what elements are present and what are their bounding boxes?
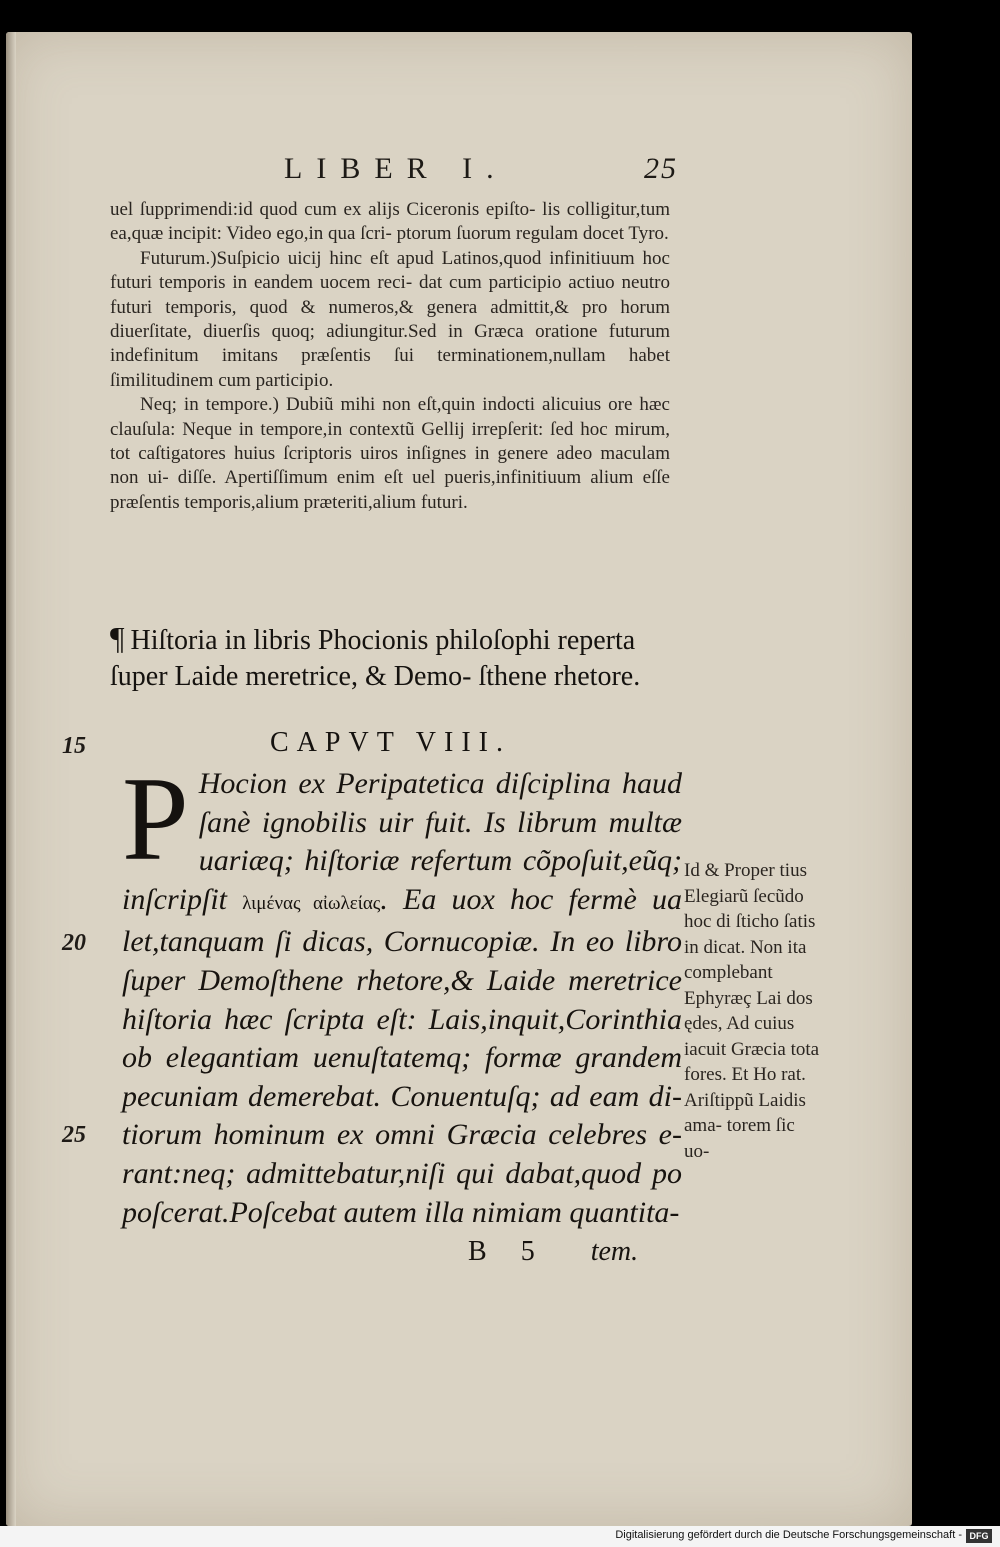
page-number: 25 [644, 152, 678, 185]
greek-title: λιμένας αἰωλείας [242, 892, 381, 914]
funding-credit: Digitalisierung gefördert durch die Deutsche Forschungsgemeinschaft - [615, 1529, 962, 1541]
line-number-15: 15 [62, 733, 86, 759]
chapter-heading [110, 620, 680, 695]
line-number-20: 20 [62, 930, 86, 956]
commentary-paragraph-1: uel ſupprimendi:id quod cum ex alijs Ciceronis epiſto- lis colligitur,tum ea,quæ incipit: Video ego,in qua ſcri- ptorum ſuorum regulam docet Tyro. [110, 199, 670, 245]
commentary-paragraph-2: Futurum.)Suſpicio uicij hinc eſt apud Latinos,quod infinitiuum hoc futuri temporis in eandem uocem reci- dat cum participio actiuo neutro futuri temporis, quod & numeros,& genera admittit,& pro horum diuerſitate, diuerſis quoq; adiungitur.Sed in Græca oratione futurum indefinitum imitans præſentis ſui terminationem,nullam habet ſimilitudinem cum participio. [110, 247, 670, 391]
main-text-block [122, 752, 683, 1232]
main-text-part-2: . Ea uox hoc fermè ua let,tanquam ſi dicas, Cornucopiæ. In eo libro ſuper Demoſthene rhetore,& Laide meretrice hiſtoria hæc ſcripta eſt: Lais,inquit,Corinthia ob elegantiam uenuſtatemq; formæ grandem pecuniam demerebat. Conuentuſq; ad eam di- tiorum hominum ex omni Græcia celebres e- rant:neq; admittebatur,niſi qui dabat,quod po poſcerat.Poſcebat autem illa nimiam quantita- [122, 882, 683, 1229]
running-head-title: LIBER I. [284, 152, 508, 185]
main-text-part-1: Hocion ex Peripatetica diſciplina haud ſanè ignobilis uir fuit. Is librum multæ uariæq; hiſtoriæ refertum cõpoſuit,eũq; inſcripſit [122, 767, 682, 916]
commentary-paragraph-3: Neq; in tempore.) Dubiũ mihi non eſt,quin indocti alicuius ore hæc clauſula: Neque in tempore,in contextũ Gellij irrepſerit: ſed hoc mirum, tot caſtigatores huius ſcriptoris uiros inſignes in genere adeo maculam non ui- diſſe. Apertiſſimum enim eſt uel pueris,infinitiuum alium eſſe præſentis temporis,alium præteriti,alium futuri. [110, 394, 670, 513]
running-head [278, 152, 678, 192]
catchword: tem. [590, 1236, 639, 1267]
marginal-note: Id & Proper tius Elegiarũ ſecũdo hoc di ſticho ſatis in dicat. Non ita complebant Ephyræç Lai dos ędes, Ad cuius iacuit Græcia tota fores. Et Ho rat. Ariſtippũ Laidis ama- torem ſic uo- [684, 860, 820, 1162]
dfg-logo: DFG [966, 1529, 992, 1543]
caput-label: CAPVT VIII. [270, 727, 511, 758]
pilcrow-mark: ¶ [110, 620, 125, 656]
line-number-25: 25 [62, 1122, 86, 1148]
catchword-line [468, 1236, 638, 1268]
footer-strip [0, 1526, 1000, 1547]
signature-number: 5 [520, 1236, 535, 1267]
commentary-block [110, 198, 670, 515]
chapter-title-text: Hiſtoria in libris Phocionis philoſophi reperta ſuper Laide meretrice, & Demo- ſthene rhetore. [110, 625, 641, 692]
signature-letter: B [468, 1236, 487, 1267]
drop-cap: P [122, 752, 189, 885]
page-edge-shadow [6, 32, 16, 1526]
